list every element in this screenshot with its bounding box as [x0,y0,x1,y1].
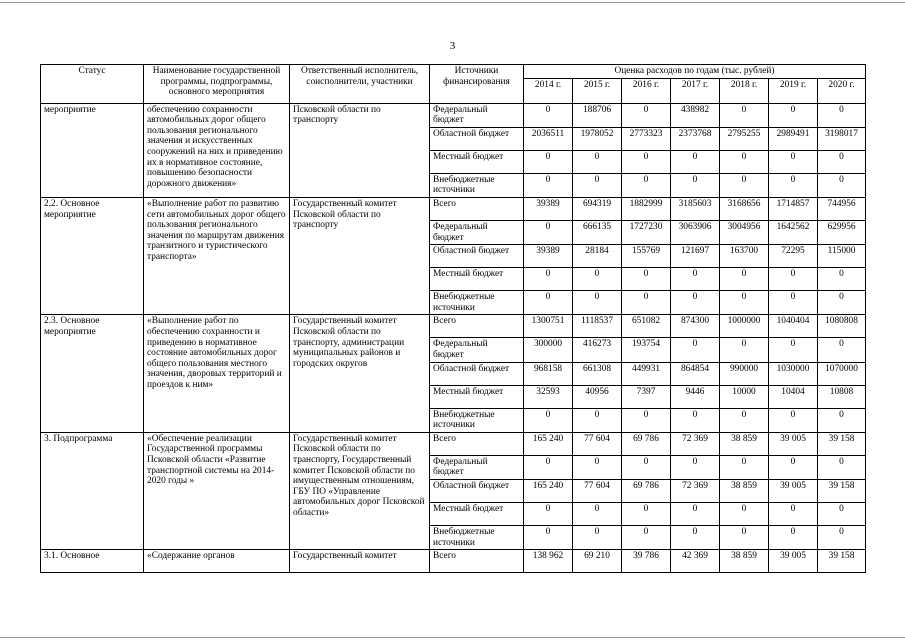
amount-cell: 42 369 [671,550,720,573]
amount-cell: 0 [769,291,818,315]
amount-cell: 40956 [573,385,622,408]
amount-cell: 661308 [573,362,622,385]
header-status: Статус [41,65,144,104]
amount-cell: 0 [622,291,671,315]
amount-cell: 0 [769,525,818,549]
amount-cell: 0 [671,268,720,291]
amount-cell: 7397 [622,385,671,408]
funding-source-cell: Местный бюджет [430,150,524,173]
funding-source-cell: Федеральный бюджет [430,338,524,362]
amount-cell: 10808 [818,385,866,408]
amount-cell: 39389 [524,245,573,268]
program-name-cell: «Выполнение работ по развитию сети автомобильных дорог общего пользования регионального значения по маршрутам движения транзитного и туристического транспорта» [144,197,290,314]
responsible-cell: Государственный комитет Псковской области по транспорту [290,197,430,314]
status-cell: 3.1. Основное [41,550,144,573]
amount-cell: 138 962 [524,550,573,573]
header-year: 2020 г. [818,78,866,103]
amount-cell: 28184 [573,245,622,268]
header-year: 2017 г. [671,78,720,103]
amount-cell: 0 [622,173,671,197]
amount-cell: 1000000 [720,315,769,338]
funding-source-cell: Внебюджетные источники [430,291,524,315]
amount-cell: 0 [573,268,622,291]
amount-cell: 0 [671,291,720,315]
amount-cell: 39 005 [769,550,818,573]
amount-cell: 39 005 [769,479,818,502]
funding-source-cell: Внебюджетные источники [430,173,524,197]
funding-source-cell: Областной бюджет [430,479,524,502]
amount-cell: 0 [720,408,769,432]
responsible-cell: Государственный комитет Псковской области по транспорту, администрации муниципальных районов и городских округов [290,315,430,432]
amount-cell: 0 [524,408,573,432]
table-row [41,550,866,573]
amount-cell: 0 [524,291,573,315]
amount-cell: 77 604 [573,432,622,455]
amount-cell: 0 [818,103,866,127]
amount-cell: 0 [769,103,818,127]
amount-cell: 0 [622,268,671,291]
amount-cell: 0 [524,150,573,173]
amount-cell: 77 604 [573,479,622,502]
amount-cell: 744956 [818,197,866,220]
amount-cell: 69 786 [622,432,671,455]
funding-source-cell: Областной бюджет [430,362,524,385]
amount-cell: 0 [671,338,720,362]
amount-cell: 0 [622,103,671,127]
amount-cell: 0 [720,455,769,479]
amount-cell: 0 [524,455,573,479]
amount-cell: 69 786 [622,479,671,502]
responsible-cell: Государственный комитет [290,550,430,573]
amount-cell: 968158 [524,362,573,385]
amount-cell: 864854 [671,362,720,385]
amount-cell: 0 [818,502,866,525]
amount-cell: 0 [720,173,769,197]
amount-cell: 0 [622,502,671,525]
header-year: 2016 г. [622,78,671,103]
program-name-cell: «Обеспечение реализации Государственной программы Псковской области «Развитие транспортной системы на 2014-2020 годы » [144,432,290,549]
table-row [41,432,866,455]
amount-cell: 0 [524,525,573,549]
amount-cell: 1642562 [769,220,818,244]
amount-cell: 0 [671,408,720,432]
amount-cell: 0 [769,338,818,362]
amount-cell: 32593 [524,385,573,408]
amount-cell: 3168656 [720,197,769,220]
status-cell: 3. Подпрограмма [41,432,144,549]
amount-cell: 0 [818,338,866,362]
amount-cell: 0 [720,338,769,362]
amount-cell: 2036511 [524,127,573,150]
amount-cell: 1300751 [524,315,573,338]
amount-cell: 0 [818,150,866,173]
funding-source-cell: Всего [430,432,524,455]
funding-source-cell: Внебюджетные источники [430,408,524,432]
amount-cell: 72 369 [671,479,720,502]
amount-cell: 0 [671,150,720,173]
amount-cell: 1727230 [622,220,671,244]
amount-cell: 115000 [818,245,866,268]
amount-cell: 0 [573,525,622,549]
amount-cell: 2773323 [622,127,671,150]
amount-cell: 0 [671,502,720,525]
amount-cell: 694319 [573,197,622,220]
amount-cell: 163700 [720,245,769,268]
amount-cell: 155769 [622,245,671,268]
amount-cell: 3185603 [671,197,720,220]
amount-cell: 38 859 [720,432,769,455]
amount-cell: 0 [622,525,671,549]
amount-cell: 0 [671,455,720,479]
amount-cell: 0 [720,502,769,525]
header-name: Наименование государственной программы, подпрограммы, основного мероприятия [144,65,290,104]
amount-cell: 666135 [573,220,622,244]
amount-cell: 1978052 [573,127,622,150]
amount-cell: 3004956 [720,220,769,244]
header-sources: Источники финансирования [430,65,524,104]
header-year: 2015 г. [573,78,622,103]
amount-cell: 38 859 [720,479,769,502]
scan-top-edge [0,2,905,3]
page-number: 3 [449,40,456,52]
amount-cell: 1030000 [769,362,818,385]
amount-cell: 0 [818,455,866,479]
amount-cell: 874300 [671,315,720,338]
status-cell: 2.2. Основное мероприятие [41,197,144,314]
table-row [41,103,866,127]
amount-cell: 3198017 [818,127,866,150]
amount-cell: 39389 [524,197,573,220]
funding-source-cell: Внебюджетные источники [430,525,524,549]
amount-cell: 438982 [671,103,720,127]
amount-cell: 0 [720,525,769,549]
amount-cell: 0 [769,150,818,173]
amount-cell: 0 [524,103,573,127]
amount-cell: 0 [769,173,818,197]
amount-cell: 69 210 [573,550,622,573]
budget-table [40,64,866,573]
funding-source-cell: Федеральный бюджет [430,455,524,479]
funding-source-cell: Всего [430,315,524,338]
amount-cell: 39 158 [818,550,866,573]
amount-cell: 0 [524,502,573,525]
amount-cell: 0 [573,408,622,432]
amount-cell: 2795255 [720,127,769,150]
funding-source-cell: Областной бюджет [430,127,524,150]
amount-cell: 1040404 [769,315,818,338]
funding-source-cell: Федеральный бюджет [430,220,524,244]
amount-cell: 416273 [573,338,622,362]
funding-source-cell: Всего [430,550,524,573]
responsible-cell: Государственный комитет Псковской области по транспорту, Государственный комитет Псковской области по имущественным отношениям, ГБУ ПО «Управление автомобильных дорог Псковской области» [290,432,430,549]
amount-cell: 0 [818,268,866,291]
funding-source-cell: Местный бюджет [430,385,524,408]
amount-cell: 2989491 [769,127,818,150]
header-year: 2014 г. [524,78,573,103]
amount-cell: 0 [818,408,866,432]
amount-cell: 300000 [524,338,573,362]
amount-cell: 38 859 [720,550,769,573]
amount-cell: 72 369 [671,432,720,455]
amount-cell: 0 [524,220,573,244]
amount-cell: 9446 [671,385,720,408]
funding-source-cell: Областной бюджет [430,245,524,268]
amount-cell: 0 [622,455,671,479]
amount-cell: 165 240 [524,479,573,502]
funding-source-cell: Местный бюджет [430,502,524,525]
program-name-cell: «Выполнение работ по обеспечению сохранности и приведению в нормативное состояние автомобильных дорог общего пользования местного значения, дворовых территорий и проездов к ним» [144,315,290,432]
amount-cell: 0 [622,150,671,173]
program-name-cell: «Содержание органов [144,550,290,573]
amount-cell: 39 786 [622,550,671,573]
funding-source-cell: Федеральный бюджет [430,103,524,127]
amount-cell: 188706 [573,103,622,127]
amount-cell: 39 158 [818,479,866,502]
amount-cell: 0 [573,173,622,197]
amount-cell: 10000 [720,385,769,408]
status-cell: мероприятие [41,103,144,197]
funding-source-cell: Местный бюджет [430,268,524,291]
amount-cell: 72295 [769,245,818,268]
status-cell: 2.3. Основное мероприятие [41,315,144,432]
amount-cell: 990000 [720,362,769,385]
amount-cell: 193754 [622,338,671,362]
amount-cell: 0 [573,502,622,525]
amount-cell: 449931 [622,362,671,385]
amount-cell: 0 [769,502,818,525]
amount-cell: 0 [818,291,866,315]
amount-cell: 0 [769,268,818,291]
amount-cell: 10404 [769,385,818,408]
amount-cell: 0 [524,268,573,291]
amount-cell: 0 [671,173,720,197]
amount-cell: 1118537 [573,315,622,338]
header-year: 2019 г. [769,78,818,103]
amount-cell: 629956 [818,220,866,244]
amount-cell: 0 [769,408,818,432]
amount-cell: 0 [573,455,622,479]
amount-cell: 3063906 [671,220,720,244]
amount-cell: 1080808 [818,315,866,338]
amount-cell: 0 [769,455,818,479]
amount-cell: 651082 [622,315,671,338]
scan-bottom-edge [0,637,905,638]
amount-cell: 1882999 [622,197,671,220]
amount-cell: 2373768 [671,127,720,150]
responsible-cell: Псковской области по транспорту [290,103,430,197]
amount-cell: 121697 [671,245,720,268]
amount-cell: 1070000 [818,362,866,385]
amount-cell: 165 240 [524,432,573,455]
amount-cell: 0 [720,103,769,127]
amount-cell: 0 [524,173,573,197]
amount-cell: 0 [671,525,720,549]
header-estimate: Оценка расходов по годам (тыс. рублей) [524,65,866,79]
amount-cell: 0 [573,291,622,315]
amount-cell: 0 [818,173,866,197]
amount-cell: 0 [720,291,769,315]
amount-cell: 0 [720,268,769,291]
amount-cell: 0 [818,525,866,549]
header-responsible: Ответственный исполнитель, соисполнители, участники [290,65,430,104]
amount-cell: 0 [720,150,769,173]
amount-cell: 0 [622,408,671,432]
header-year: 2018 г. [720,78,769,103]
amount-cell: 39 005 [769,432,818,455]
table-row [41,315,866,338]
table-row [41,197,866,220]
amount-cell: 1714857 [769,197,818,220]
amount-cell: 0 [573,150,622,173]
funding-source-cell: Всего [430,197,524,220]
program-name-cell: обеспечению сохранности автомобильных дорог общего пользования регионального значения и искусственных сооружений на них и приведению их в нормативное состояние, повышению безопасности дорожного движения» [144,103,290,197]
amount-cell: 39 158 [818,432,866,455]
